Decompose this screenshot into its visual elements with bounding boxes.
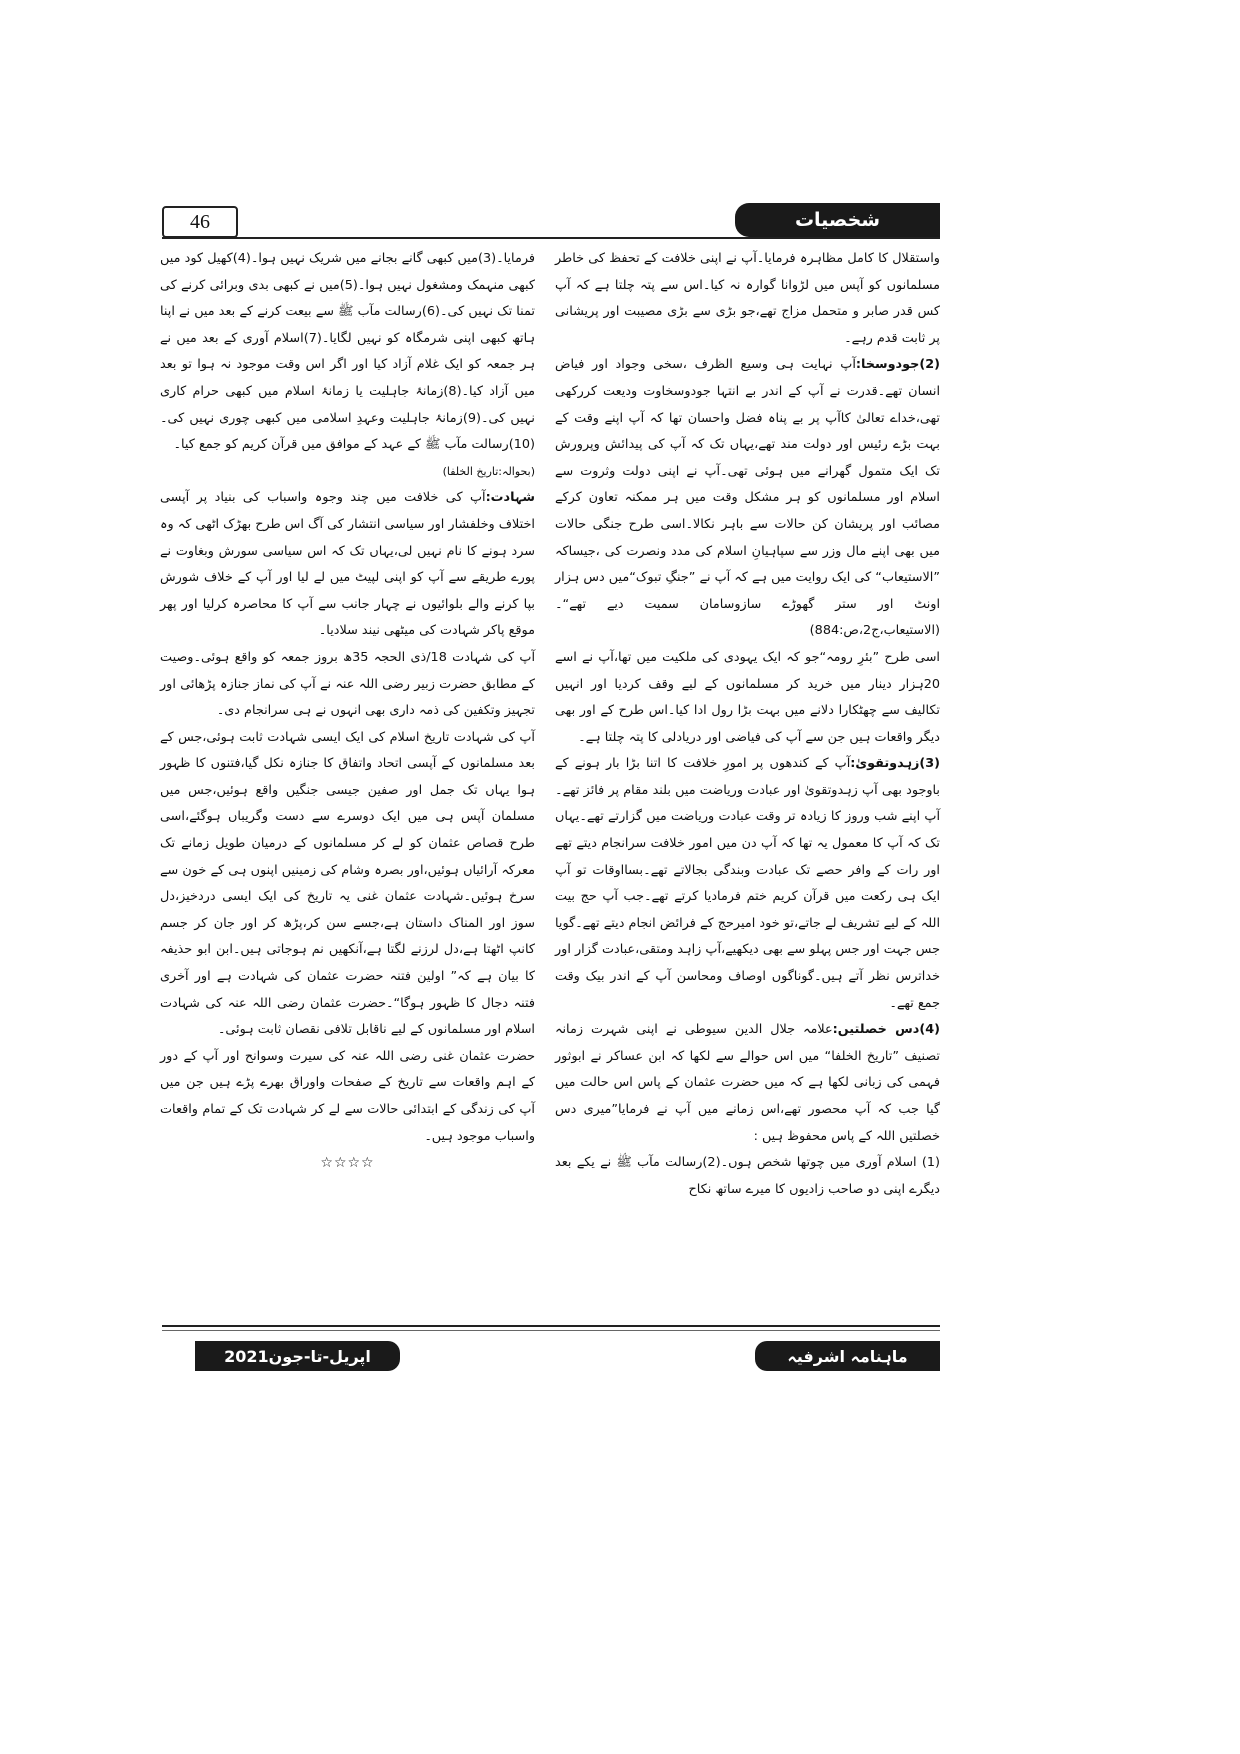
paragraph-text: آپ کے کندھوں پر امورِ خلافت کا اتنا بڑا بار ہونے کے باوجود بھی آپ زہدوتقویٰ اور عبادت وریاضت میں بلند مقام پر فائز تھے۔آپ اپنے شب وروز کا زیادہ تر وقت عبادت وریاضت میں گزارتے تھے۔یہاں تک کہ آپ کا معمول یہ تھا کہ آپ دن میں امور خلافت سرانجام دیتے تھے اور رات کے وافر حصے تک عبادت وبندگی بجالاتے تھے۔بسااوقات تو آپ ایک ہی رکعت میں قرآن کریم ختم فرمادیا کرتے تھے۔جب آپ حج بیت اللہ کے لیے تشریف لے جاتے،تو خود امیرحج کے فرائض انجام دیتے تھے۔گویا جس جہت اور جس پہلو سے بھی دیکھیے،آپ زاہد ومتقی،عبادت گزار اور خداترس نظر آتے ہیں۔گوناگوں اوصاف ومحاسن آپ کے اندر بیک وقت جمع تھے۔ — [555, 756, 940, 1011]
paragraph-text: آپ کی خلافت میں چند وجوہ واسباب کی بنیاد پر آپسی اختلاف وخلفشار اور سیاسی انتشار کی آگ اس طرح بھڑک اٹھی کہ وہ سرد ہونے کا نام نہیں لی،یہاں تک کہ اس سیاسی سورش وبغاوت نے پورے طریقے سے آپ کو اپنی لپیٹ میں لے لیا اور آپ کے خلاف شورش بپا کرنے والے بلوائیوں نے چہار جانب سے آپ کا محاصرہ کرلیا اور پھر موقع پاکر شہادت کی میٹھی نیند سلادیا۔ — [160, 490, 535, 639]
paragraph-text: حضرت عثمان غنی رضی اللہ عنہ کی سیرت وسوانح اور آپ کے دور کے اہم واقعات سے تاریخ کے صفحات واوراق بھرے پڑے ہیں جن میں آپ کی زندگی کے ابتدائی حالات سے لے کر شہادت تک کے تمام واقعات واسباب موجود ہیں۔ — [160, 1048, 535, 1144]
paragraph — [160, 725, 535, 1044]
paragraph-text: علامہ جلال الدین سیوطی نے اپنی شہرت زمانہ تصنیف ”تاریخ الخلفا“ میں اس حوالے سے لکھا کہ ابن عساکر نے ابوثور فہمی کی زبانی لکھا ہے کہ میں حضرت عثمان کے پاس اس حالت میں گیا جب کہ آپ محصور تھے،اس زمانے میں آپ نے فرمایا”میری دس خصلتیں اللہ کے پاس محفوظ ہیں : — [555, 1022, 940, 1144]
paragraph — [555, 751, 940, 1017]
paragraph — [160, 485, 535, 645]
paragraph — [555, 645, 940, 751]
reference-note — [160, 459, 535, 486]
paragraph-text: آپ کی شہادت تاریخ اسلام کی ایک ایسی شہادت ثابت ہوئی،جس کے بعد مسلمانوں کے آپسی اتحاد واتفاق کا جنازہ نکل گیا،فتنوں کا ظہور ہوا یہاں تک جمل اور صفین جیسی جنگیں واقع ہوئیں،جس میں مسلمان آپس ہی میں ایک دوسرے سے دست وگریباں ہوگئے،اسی طرح قصاص عثمان کو لے کر مسلمانوں کے درمیان طویل زمانے تک معرکہ آرائیاں ہوئیں،اور بصرہ وشام کی زمینیں اپنوں ہی کے خون سے سرخ ہوئیں۔شہادت عثمان غنی یہ تاریخ کی ایک ایسی دردخیز،دل سوز اور المناک داستان ہے،جسے سن کر،پڑھ کر اور جان کر جسم کانپ اٹھتا ہے،دل لرزنے لگتا ہے،آنکھیں نم ہوجاتی ہیں۔ابن ابو حذیفہ کا بیان ہے کہ” اولین فتنہ حضرت عثمان کی شہادت ہے اور آخری فتنہ دجال کا ظہور ہوگا“۔حضرت عثمان رضی اللہ عنہ کی شہادت اسلام اور مسلمانوں کے لیے ناقابل تلافی نقصان ثابت ہوئی۔ — [160, 729, 535, 1038]
paragraph-text: آپ کی شہادت 18/ذی الحجہ 35ھ بروز جمعہ کو واقع ہوئی۔وصیت کے مطابق حضرت زبیر رضی اللہ عنہ نے آپ کی نماز جنازہ پڑھائی اور تجہیز وتکفین کی ذمہ داری بھی انہوں نے ہی سرانجام دی۔ — [160, 649, 535, 719]
paragraph-text: (بحوالہ:تاریخ الخلفا) — [442, 464, 535, 478]
paragraph — [160, 645, 535, 725]
header-divider — [162, 237, 940, 239]
right-text-column — [555, 246, 940, 1203]
section-heading: (3)زہدوتقویٰ: — [850, 756, 940, 772]
section-heading: (2)جودوسخا: — [855, 357, 940, 373]
paragraph-text: فرمایا۔(3)میں کبھی گانے بجانے میں شریک نہیں ہوا۔(4)کھیل کود میں کبھی منہمک ومشغول نہیں ہوا۔(5)میں نے کبھی بدی وبرائی کرنے کی تمنا تک نہیں کی۔(6)رسالت مآب ﷺ سے بیعت کرنے کے بعد میں نے اپنا ہاتھ کبھی اپنی شرمگاہ کو نہیں لگایا۔(7)اسلام آوری کے بعد میں نے ہر جمعہ کو ایک غلام آزاد کیا اور اگر اس وقت موجود نہ ہوا تو بعد میں آزاد کیا۔(8)زمانۂ جاہلیت یا زمانۂ اسلام میں کبھی حرام کاری نہیں کی۔(9)زمانۂ جاہلیت وعہدِ اسلامی میں کبھی چوری نہیں کی۔(10)رسالت مآب ﷺ کے عہد کے موافق میں قرآن کریم کو جمع کیا۔ — [160, 251, 535, 453]
paragraph-text: (1) اسلام آوری میں چوتھا شخص ہوں۔(2)رسالت مآب ﷺ نے یکے بعد دیگرے اپنی دو صاحب زادیوں کا میرے ساتھ نکاح — [555, 1155, 940, 1197]
paragraph-text: واستقلال کا کامل مظاہرہ فرمایا۔آپ نے اپنی خلافت کے تحفظ کی خاطر مسلمانوں کو آپس میں لڑوانا گوارہ نہ کیا۔اس سے پتہ چلتا ہے کہ آپ کس قدر صابر و متحمل مزاج تھے،جو بڑی سے بڑی مصیبت اور پریشانی پر ثابت قدم رہے۔ — [555, 251, 940, 346]
section-title: شخصیات — [735, 203, 940, 237]
footer-divider-thin — [162, 1330, 940, 1331]
paragraph — [160, 246, 535, 459]
section-heading: شہادت: — [485, 490, 535, 506]
magazine-name: ماہنامہ اشرفیہ — [755, 1341, 940, 1371]
page-number: 46 — [162, 206, 238, 238]
paragraph — [555, 246, 940, 352]
paragraph — [555, 1150, 940, 1203]
paragraph-text: ☆☆☆☆ — [320, 1155, 375, 1172]
end-stars — [160, 1150, 535, 1177]
paragraph-text: اسی طرح ”بئرِ رومہ“جو کہ ایک یہودی کی ملکیت میں تھا،آپ نے اسے 20ہزار دینار میں خرید کر مسلمانوں کے لیے وقف کردیا اور انہیں تکالیف سے چھٹکارا دلانے میں بہت بڑا رول ادا کیا۔اس طرح کے اور بھی دیگر واقعات ہیں جن سے آپ کی فیاضی اور دریادلی کا پتہ چلتا ہے۔ — [555, 649, 940, 745]
issue-date: اپریل-تا-جون2021 — [195, 1341, 400, 1371]
section-heading: (4)دس خصلتیں: — [832, 1022, 940, 1038]
left-text-column — [160, 246, 535, 1177]
paragraph — [555, 1017, 940, 1150]
paragraph-text: آپ نہایت ہی وسیع الظرف ،سخی وجواد اور فیاض انسان تھے۔قدرت نے آپ کے اندر بے انتہا جودوسخاوت ودیعت کررکھی تھی،خداے تعالیٰ کاآپ پر بے پناہ فضل واحسان تھا کہ آپ اپنے وقت کے بہت بڑے رئیس اور دولت مند تھے،یہاں تک کہ آپ کی پیدائش وپرورش تک ایک متمول گھرانے میں ہوئی تھی۔آپ نے اپنی دولت وثروت سے اسلام اور مسلمانوں کو ہر مشکل وقت میں ہر ممکنہ تعاون کرکے مصائب اور پریشان کن حالات سے باہر نکالا۔اسی طرح جنگی حالات میں بھی اپنے مال وزر سے سپاہیانِ اسلام کی مدد ونصرت کی ،جیساکہ ”الاستیعاب“ کی ایک روایت میں ہے کہ آپ نے ”جنگِ تبوک“میں دس ہزار اونٹ اور ستر گھوڑے سازوسامان سمیت دیے تھے“۔(الاستیعاب،ج2،ص:884) — [555, 357, 940, 639]
paragraph — [160, 1044, 535, 1150]
paragraph — [555, 352, 940, 645]
footer-divider — [162, 1325, 940, 1327]
